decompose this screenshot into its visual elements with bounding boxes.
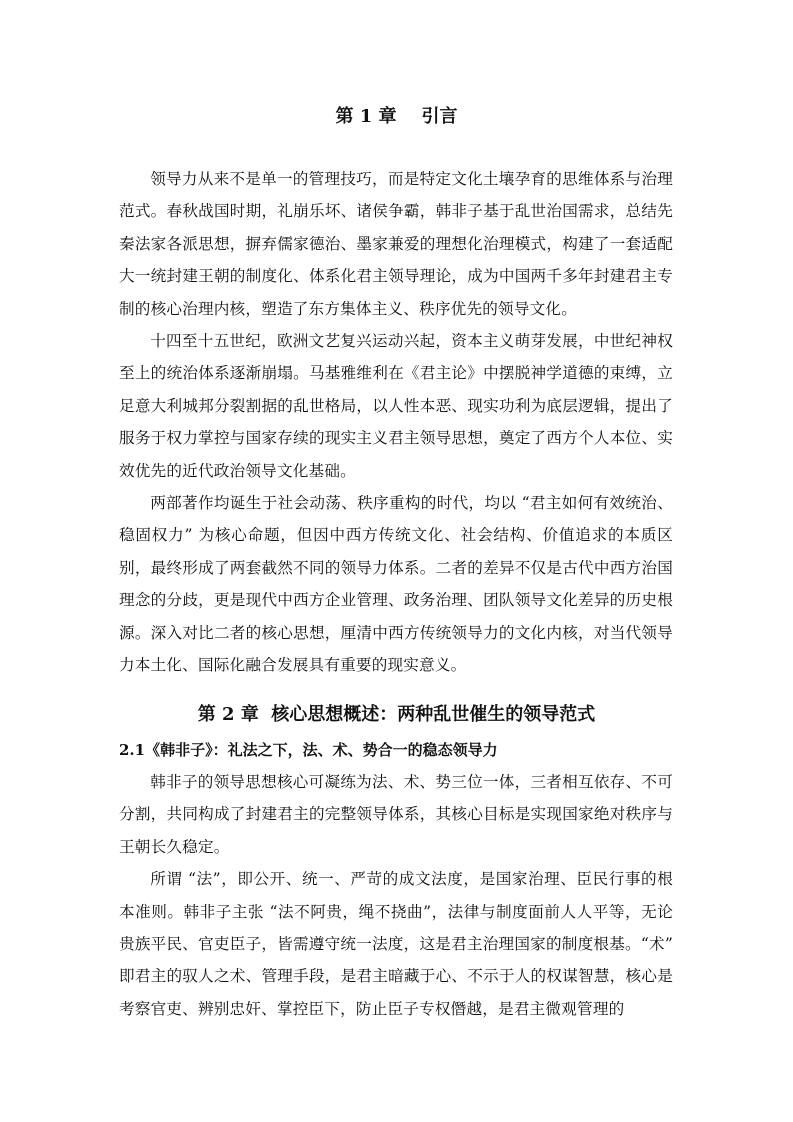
chapter-2-body xyxy=(119,735,673,1025)
chapter-1-paragraph-1: 领导力从来不是单一的管理技巧，而是特定文化土壤孕育的思维体系与治理范式。春秋战国时期，礼崩乐坏、诸侯争霸，韩非子基于乱世治国需求，总结先秦法家各派思想，摒弃儒家德治、墨家兼爱的理想化治理模式，构建了一套适配大一统封建王朝的制度化、体系化君主领导理论，成为中国两千多年封建君主专制的核心治理内核，塑造了东方集体主义、秩序优先的领导文化。 xyxy=(119,170,673,318)
chapter-1-body xyxy=(119,163,673,682)
chapter-1-title: 第 1 章 引言 xyxy=(335,106,458,127)
chapter-2-title: 第 2 章 核心思想概述：两种乱世催生的领导范式 xyxy=(197,704,596,725)
chapter-2-paragraph-2: 所谓 “法”，即公开、统一、严苛的成文法度，是国家治理、臣民行事的根本准则。韩非子主张 “法不阿贵，绳不挠曲”，法律与制度面前人人平等，无论贵族平民、官吏臣子，皆需遵守统一法度，这是君主治理国家的制度根基。“术” 即君主的驭人之术、管理手段，是君主暗藏于心、不示于人的权谋智慧，核心是考察官吏、辨别忠奸、掌控臣下，防止臣子专权僭越，是君主微观管理的 xyxy=(119,870,673,1018)
chapter-1-paragraph-3: 两部著作均诞生于社会动荡、秩序重构的时代，均以 “君主如何有效统治、稳固权力” 为核心命题，但因中西方传统文化、社会结构、价值追求的本质区别，最终形成了两套截然不同的领导力体系。二者的差异不仅是古代中西方治国理念的分歧，更是现代中西方企业管理、政务治理、团队领导文化差异的历史根源。深入对比二者的核心思想，厘清中西方传统领导力的文化内核，对当代领导力本土化、国际化融合发展具有重要的现实意义。 xyxy=(119,494,673,675)
section-2-1-title: 2.1《韩非子》：礼法之下，法、术、势合一的稳态领导力 xyxy=(119,741,498,759)
chapter-1-paragraph-2: 十四至十五世纪，欧洲文艺复兴运动兴起，资本主义萌芽发展，中世纪神权至上的统治体系逐渐崩塌。马基雅维利在《君主论》中摆脱神学道德的束缚，立足意大利城邦分裂割据的乱世格局，以人性本恶、现实功利为底层逻辑，提出了服务于权力掌控与国家存续的现实主义君主领导思想，奠定了西方个人本位、实效优先的近代政治领导文化基础。 xyxy=(119,332,673,480)
chapter-2-paragraph-1: 韩非子的领导思想核心可凝练为法、术、势三位一体，三者相互依存、不可分割，共同构成了封建君主的完整领导体系，其核心目标是实现国家绝对秩序与王朝长久稳定。 xyxy=(119,773,673,856)
